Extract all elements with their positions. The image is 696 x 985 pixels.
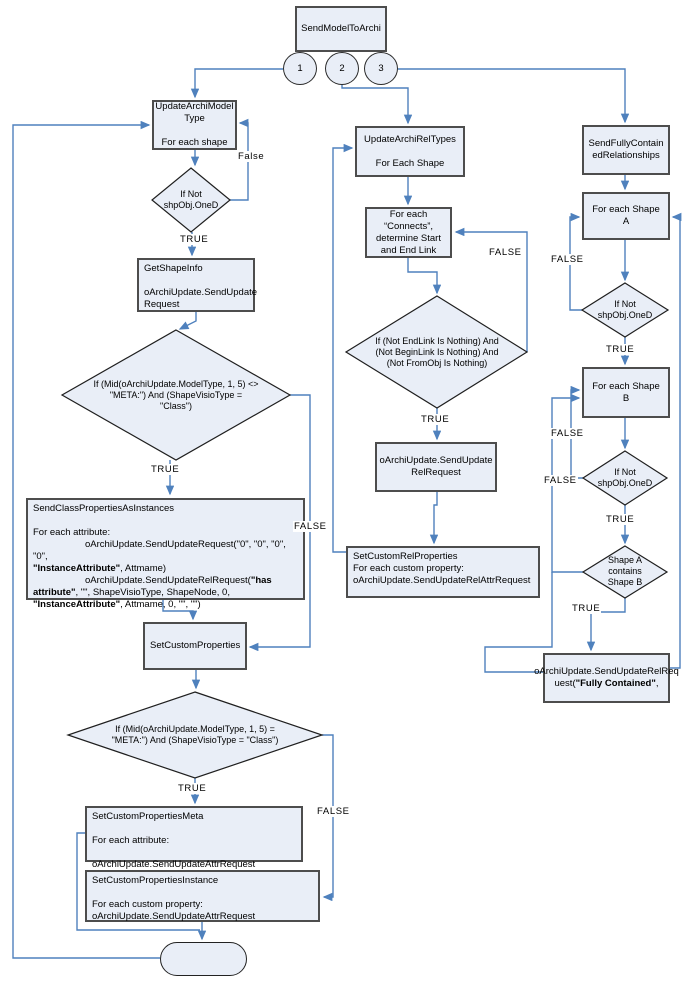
process-send-update-rel-request-label: oArchiUpdate.SendUpdate RelRequest [379, 455, 493, 478]
connector-fullybox-right-rail-to-foreacha [668, 217, 680, 668]
process-for-each-shape-b-label: For each Shape B [592, 380, 660, 404]
process-for-each-connects [365, 207, 452, 258]
decision-if-not-oned-b-label: If Not shpObj.OneD [597, 467, 653, 488]
branch-marker-2-label: 2 [339, 63, 345, 74]
process-set-custom-properties [143, 622, 247, 670]
process-send-class-properties-label: SendClassPropertiesAsInstances For each attribute: oArchiUpdate.SendUpdateRequest("0", "0", "0", "0", "InstanceAttribute", Attmame) oArchiUpdate.SendUpdateRelRequest("has attribute", "", ShapeVisioType, ShapeNode, 0, "InstanceAttribute", Attmame, 0, "", "") [33, 503, 286, 610]
decision-if-meta-eq-label: If (Mid(oArchiUpdate.ModelType, 1, 5) = "META:") And (ShapeVisioType = "Class") [111, 724, 279, 745]
branch-label-d5-false: FALSE [551, 254, 584, 265]
connector-start-1-to-update-model [195, 69, 283, 97]
branch-label-d7-false: FALSE [544, 475, 577, 486]
branch-label-d2-true: TRUE [151, 464, 180, 475]
branch-label-d3-true: TRUE [178, 783, 207, 794]
branch-marker-1-label: 1 [297, 63, 303, 74]
process-send-class-properties [26, 498, 305, 610]
process-get-shape-info-label: GetShapeInfo oArchiUpdate.SendUpdate Request [144, 263, 258, 310]
process-set-custom-properties-label: SetCustomProperties [150, 640, 241, 651]
branch-label-d5-true: TRUE [606, 344, 635, 355]
branch-label-d6-true: TRUE [606, 514, 635, 525]
branch-marker-3 [364, 52, 398, 85]
process-set-custom-properties-instance [85, 870, 320, 922]
process-send-update-rel-request [375, 442, 497, 492]
start-label: SendModelToArchi [301, 23, 381, 34]
decision-if-links-label: If (Not EndLink Is Nothing) And (Not BeginLink Is Nothing) And (Not FromObj Is Nothing) [375, 336, 499, 368]
process-for-each-shape-b [582, 367, 670, 418]
decision-shape-a-contains-b-label: Shape A contains Shape B [607, 555, 643, 587]
connector-sendupdaterel-to-setcustomrel [434, 492, 437, 543]
process-send-fully-contained-request-label: oArchiUpdate.SendUpdateRelReq uest("Fully Contained", [534, 666, 679, 689]
process-for-each-shape-a [582, 192, 670, 240]
process-set-custom-properties-meta-label: SetCustomPropertiesMeta For each attribute: oArchiUpdate.SendUpdateAttrRequest [92, 811, 256, 870]
branch-label-d1-true: TRUE [180, 234, 209, 245]
branch-marker-2 [325, 52, 359, 85]
decision-if-not-oned-a-label: If Not shpObj.OneD [597, 299, 653, 320]
process-for-each-shape-a-label: For each Shape A [592, 204, 660, 227]
process-set-custom-properties-meta [85, 806, 303, 870]
connector-getshapeinfo-to-d2 [180, 312, 196, 329]
decision-if-not-oned-label: If Not shpObj.OneD [163, 189, 219, 210]
branch-label-d7-true: TRUE [572, 603, 601, 614]
connector-start-3-to-send-fully [398, 69, 625, 122]
end-terminator [160, 942, 247, 976]
branch-marker-1 [283, 52, 317, 85]
branch-marker-3-label: 3 [378, 63, 384, 74]
process-update-archi-rel-types [355, 126, 465, 177]
process-get-shape-info [137, 258, 258, 312]
process-set-custom-rel-properties-label: SetCustomRelProperties For each custom property: oArchiUpdate.SendUpdateRelAttrRequest [353, 551, 531, 586]
connector-start-2-to-update-rel [342, 84, 408, 123]
process-send-fully-contained [582, 125, 670, 175]
branch-label-d4-true: TRUE [421, 414, 450, 425]
branch-label-d1-false: False [238, 151, 265, 162]
process-update-archi-model-type-label: UpdateArchiModel Type For each shape [155, 101, 234, 148]
connector-foreachconnects-to-d4 [408, 258, 437, 293]
process-update-archi-rel-types-label: UpdateArchiRelTypes For Each Shape [364, 133, 456, 169]
start-node [295, 6, 387, 52]
branch-label-d2-false: FALSE [294, 521, 327, 532]
process-send-fully-contained-request [534, 653, 679, 703]
process-for-each-connects-label: For each “Connects”, determine Start and End Link [376, 208, 441, 256]
branch-label-d3-false: FALSE [317, 806, 350, 817]
decision-if-meta-neq-label: If (Mid(oArchiUpdate.ModelType, 1, 5) <> "META:") And (ShapeVisioType = "Class") [93, 379, 259, 411]
process-set-custom-properties-instance-label: SetCustomPropertiesInstance For each custom property: oArchiUpdate.SendUpdateAttrRequest [92, 875, 256, 922]
process-set-custom-rel-properties [346, 546, 540, 598]
branch-label-d6-false: FALSE [551, 428, 584, 439]
branch-label-d4-false: FALSE [489, 247, 522, 258]
process-send-fully-contained-label: SendFullyContain edRelationships [588, 138, 664, 161]
process-update-archi-model-type [152, 100, 237, 150]
